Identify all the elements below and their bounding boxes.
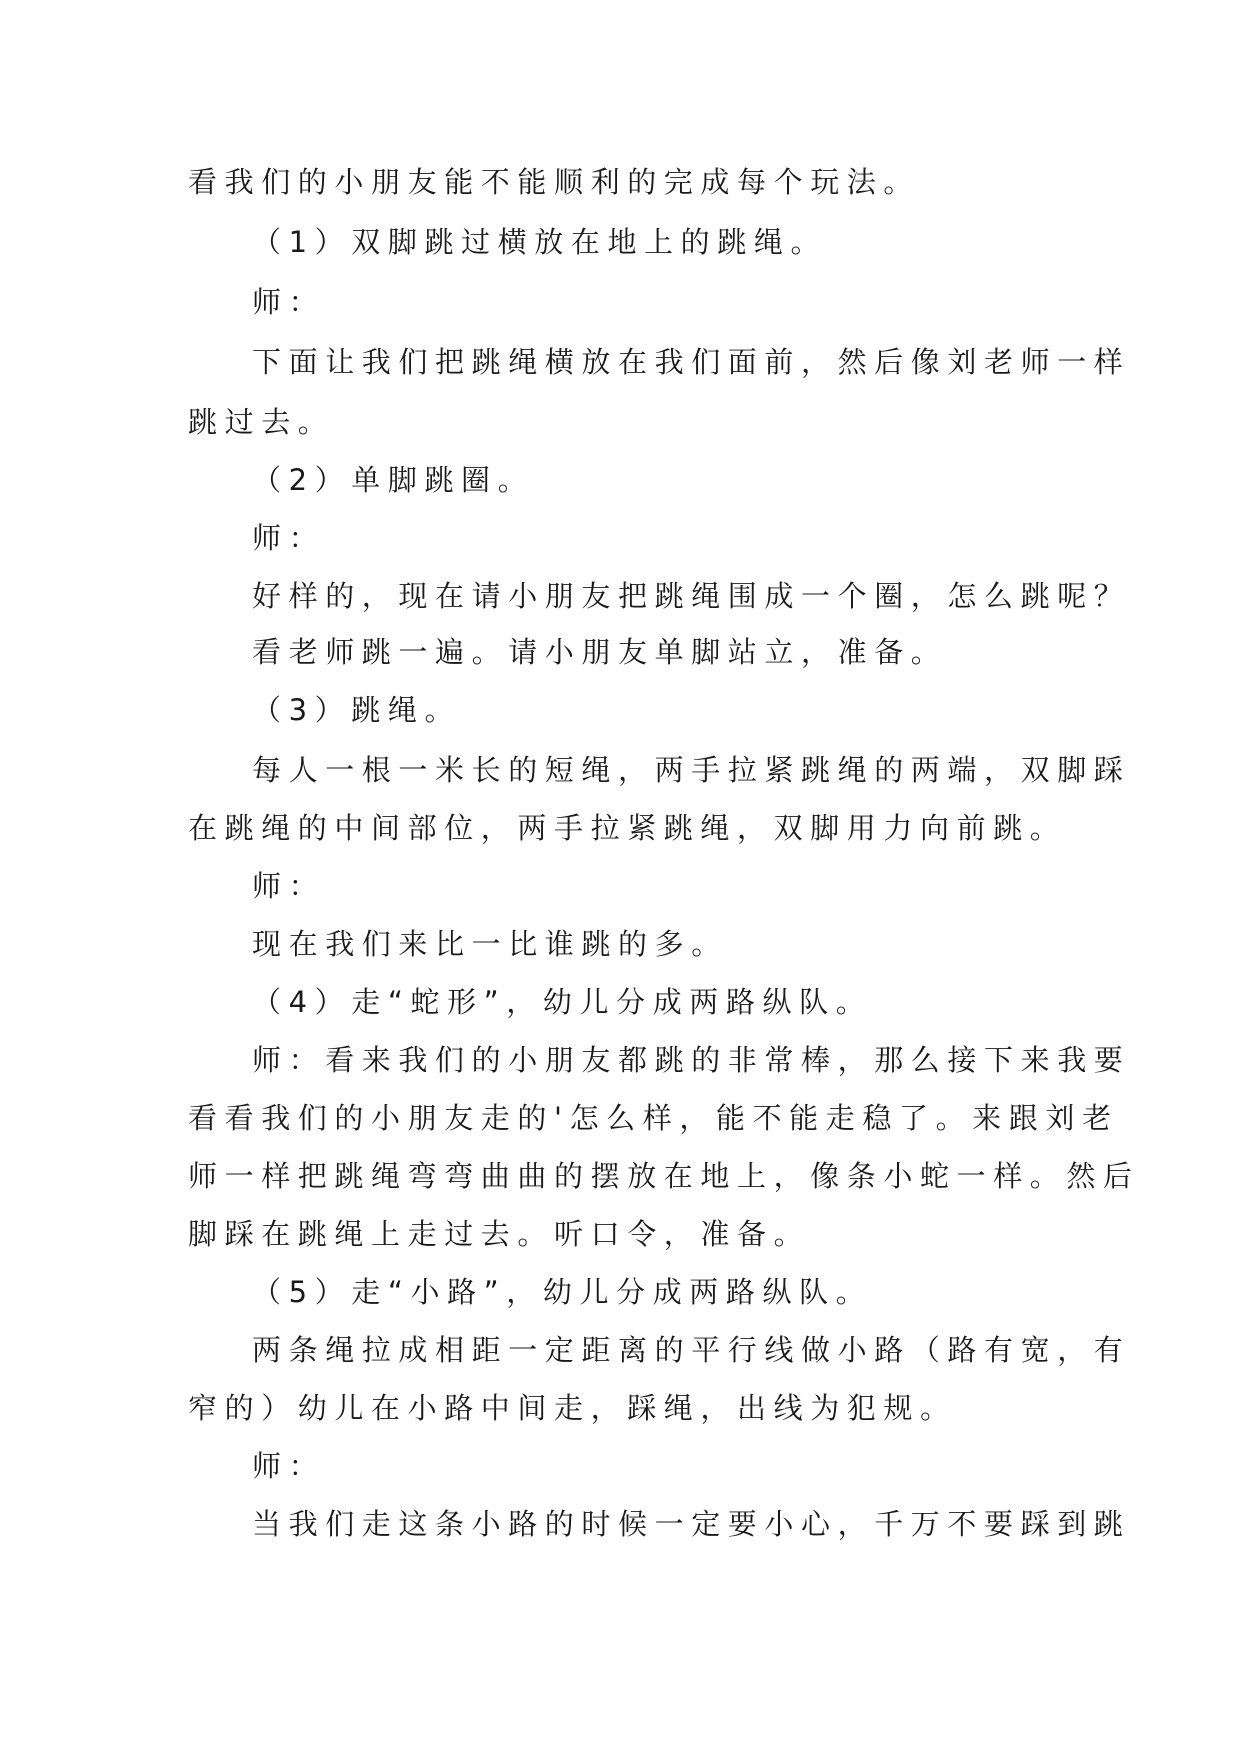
text-line: 现在我们来比一比谁跳的多。 [252, 927, 728, 961]
text-line: 看老师跳一遍。请小朋友单脚站立，准备。 [252, 635, 948, 669]
text-line: 当我们走这条小路的时候一定要小心，千万不要踩到跳 [252, 1507, 1131, 1541]
text-line: 师： [252, 521, 326, 555]
text-line: 好样的，现在请小朋友把跳绳围成一个圈，怎么跳呢？ [252, 579, 1131, 613]
text-line: 师：看来我们的小朋友都跳的非常棒，那么接下来我要 [252, 1043, 1131, 1077]
text-line: 师一样把跳绳弯弯曲曲的摆放在地上，像条小蛇一样。然后 [188, 1159, 1140, 1193]
text-line: 在跳绳的中间部位，两手拉紧跳绳，双脚用力向前跳。 [188, 811, 1067, 845]
text-line: 师： [252, 1449, 326, 1483]
text-line: （4）走“蛇形”，幼儿分成两路纵队。 [252, 985, 873, 1019]
text-line: （5）走“小路”，幼儿分成两路纵队。 [252, 1275, 873, 1309]
text-line: 每人一根一米长的短绳，两手拉紧跳绳的两端，双脚踩 [252, 753, 1131, 787]
text-line: 师： [252, 869, 326, 903]
text-line: 看看我们的小朋友走的'怎么样，能不能走稳了。来跟刘老 [188, 1101, 1119, 1135]
text-line: 窄的）幼儿在小路中间走，踩绳，出线为犯规。 [188, 1391, 957, 1425]
text-line: 两条绳拉成相距一定距离的平行线做小路（路有宽，有 [252, 1333, 1131, 1367]
text-line: （2）单脚跳圈。 [252, 463, 535, 497]
text-line: 下面让我们把跳绳横放在我们面前，然后像刘老师一样 [252, 345, 1131, 379]
text-line: （3）跳绳。 [252, 693, 462, 727]
text-line: （1）双脚跳过横放在地上的跳绳。 [252, 225, 828, 259]
text-line: 看我们的小朋友能不能顺利的完成每个玩法。 [188, 165, 921, 199]
text-line: 师： [252, 285, 326, 319]
text-line: 跳过去。 [188, 405, 335, 439]
text-line: 脚踩在跳绳上走过去。听口令，准备。 [188, 1217, 811, 1251]
